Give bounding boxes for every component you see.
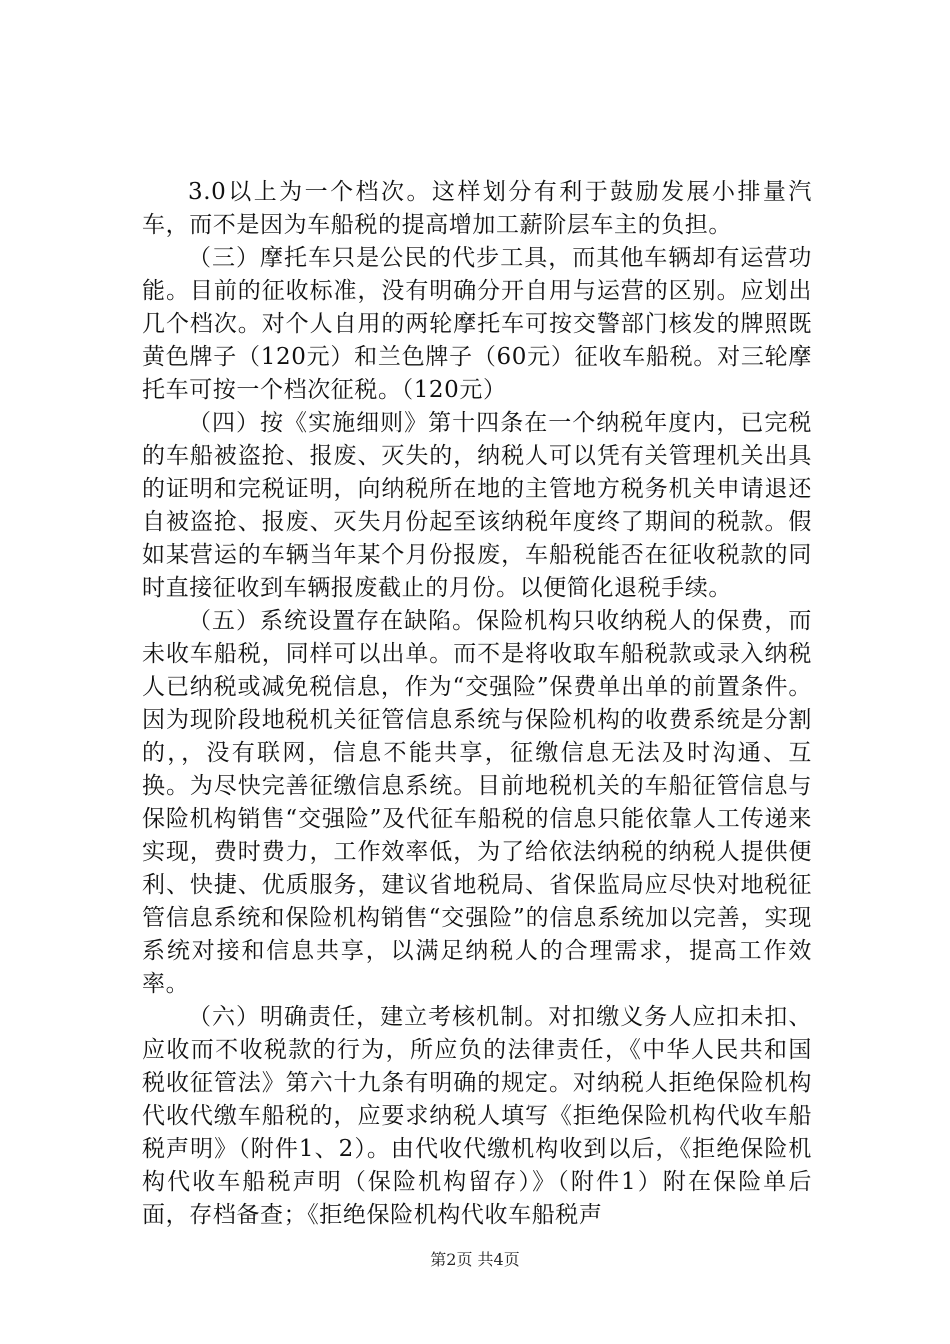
document-body — [142, 176, 812, 1232]
paragraph-motorcycle: （三）摩托车只是公民的代步工具，而其他车辆却有运营功能。目前的征收标准，没有明确分开自用与运营的区别。应划出几个档次。对个人自用的两轮摩托车可按交警部门核发的牌照既黄色牌子（120元）和兰色牌子（60元）征收车船税。对三轮摩托车可按一个档次征税。（120元） — [142, 245, 812, 403]
paragraph-system-defects: （五）系统设置存在缺陷。保险机构只收纳税人的保费，而未收车船税，同样可以出单。而不是将收取车船税款或录入纳税人已纳税或减免税信息，作为“交强险”保费单出单的前置条件。因为现阶段地税机关征管信息系统与保险机构的收费系统是分割的，，没有联网，信息不能共享，征缴信息无法及时沟通、互换。为尽快完善征缴信息系统。目前地税机关的车船征管信息与保险机构销售“交强险”及代征车船税的信息只能依靠人工传递来实现，费时费力，工作效率低，为了给依法纳税的纳税人提供便利、快捷、优质服务，建议省地税局、省保监局应尽快对地税征管信息系统和保险机构销售“交强险”的信息系统加以完善，实现系统对接和信息共享，以满足纳税人的合理需求，提高工作效率。 — [142, 608, 812, 997]
paragraph-responsibility: （六）明确责任，建立考核机制。对扣缴义务人应扣未扣、应收而不收税款的行为，所应负的法律责任，《中华人民共和国税收征管法》第六十九条有明确的规定。对纳税人拒绝保险机构代收代缴车船税的，应要求纳税人填写《拒绝保险机构代收车船税声明》（附件1、2）。由代收代缴机构收到以后，《拒绝保险机构代收车船税声明（保险机构留存）》（附件1）附在保险单后面，存档备查；《拒绝保险机构代收车船税声 — [142, 1004, 812, 1228]
page-number-footer: 第2页 共4页 — [430, 1250, 520, 1269]
paragraph-refund-rules: （四）按《实施细则》第十四条在一个纳税年度内，已完税的车船被盗抢、报废、灭失的，纳税人可以凭有关管理机关出具的证明和完税证明，向纳税所在地的主管地方税务机关申请退还自被盗抢、报废、灭失月份起至该纳税年度终了期间的税款。假如某营运的车辆当年某个月份报废，车船税能否在征收税款的同时直接征收到车辆报废截止的月份。以便简化退税手续。 — [142, 410, 812, 601]
paragraph-engine-displacement: 3.0以上为一个档次。这样划分有利于鼓励发展小排量汽车，而不是因为车船税的提高增加工薪阶层车主的负担。 — [142, 179, 812, 238]
